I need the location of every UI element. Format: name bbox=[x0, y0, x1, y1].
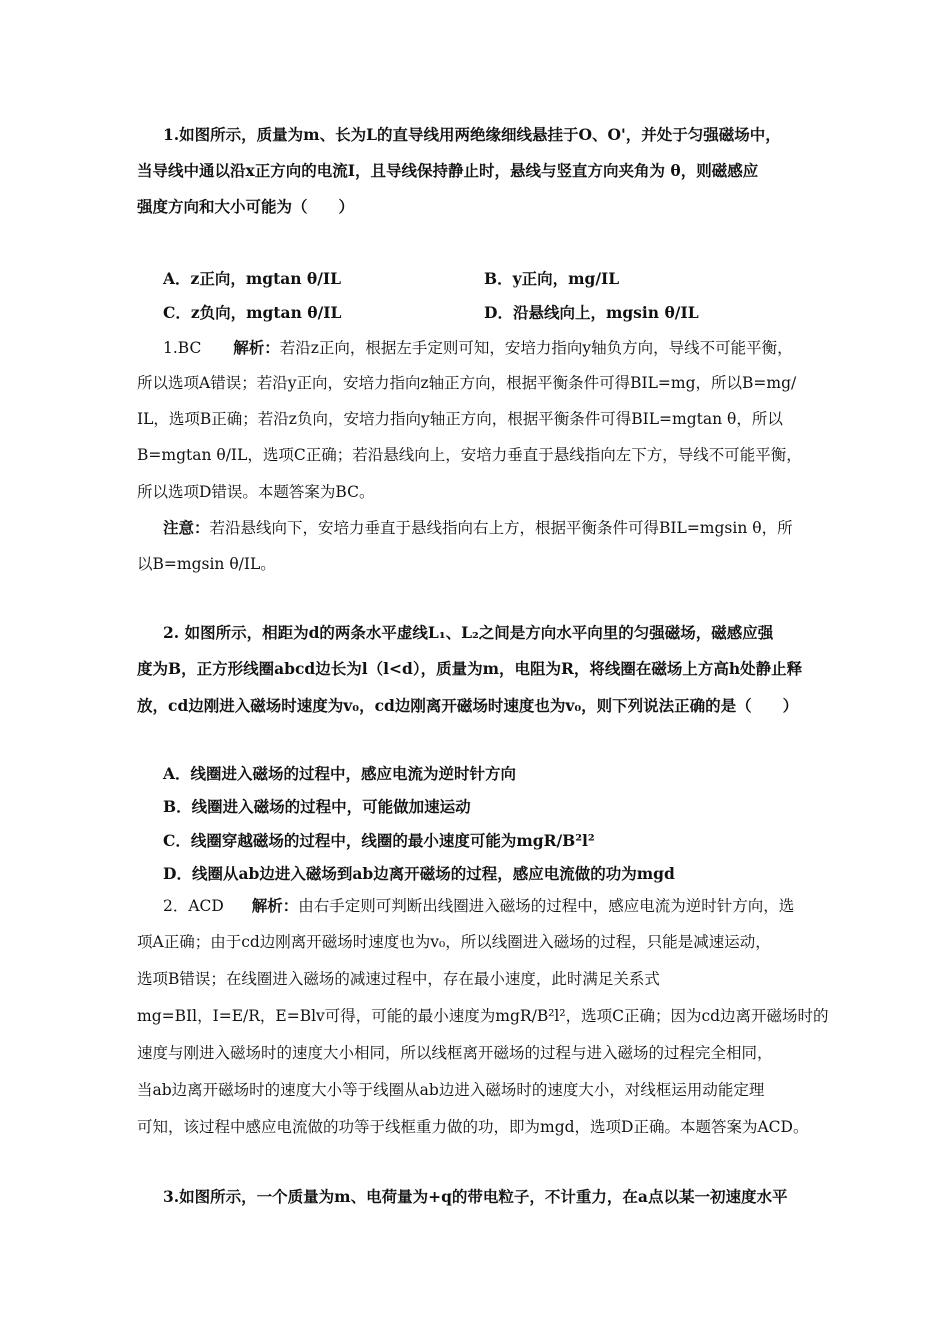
q1-stem-line-2: 当导线中通以沿x正方向的电流I，且导线保持静止时，悬线与竖直方向夹角为 θ，则磁感应 bbox=[137, 161, 759, 180]
q2-answer-row bbox=[163, 895, 794, 917]
q2-stem-line-3: 放，cd边刚进入磁场时速度为v₀，cd边刚离开磁场时速度也为v₀，则下列说法正确的是（ ） bbox=[137, 696, 799, 715]
q2-analysis-line-6: 当ab边离开磁场时的速度大小等于线圈从ab边进入磁场时的速度大小，对线框运用动能定理 bbox=[137, 1081, 765, 1099]
q1-note-line-2: 以B=mgsin θ/IL。 bbox=[137, 555, 276, 573]
q1-answer-row bbox=[163, 337, 793, 359]
q1-analysis-line-2: 所以选项A错误；若沿y正向，安培力指向z轴正方向，根据平衡条件可得BIL=mg，所以B=mg/ bbox=[137, 374, 797, 392]
q2-analysis-line-4: mg=BIl，I=E/R，E=Blv可得，可能的最小速度为mgR/B²l²，选项C正确；因为cd边离开磁场时的 bbox=[137, 1007, 829, 1025]
q2-option-d: D．线圈从ab边进入磁场到ab边离开磁场的过程，感应电流做的功为mgd bbox=[163, 864, 675, 883]
q2-option-a: A．线圈进入磁场的过程中，感应电流为逆时针方向 bbox=[163, 764, 517, 783]
q2-analysis-line-7: 可知，该过程中感应电流做的功等于线框重力做的功，即为mgd，选项D正确。本题答案为ACD。 bbox=[137, 1118, 809, 1136]
q1-analysis-line-5: 所以选项D错误。本题答案为BC。 bbox=[137, 483, 375, 501]
q1-option-a: A．z正向，mgtan θ/IL bbox=[163, 269, 342, 288]
q1-note-line-1: 若沿悬线向下，安培力垂直于悬线指向右上方，根据平衡条件可得BIL=mgsin θ，所 bbox=[209, 519, 793, 537]
q2-option-c: C．线圈穿越磁场的过程中，线圈的最小速度可能为mgR/B²l² bbox=[163, 831, 595, 850]
q1-analysis-label: 解析： bbox=[233, 338, 280, 357]
q1-option-b: B．y正向，mg/IL bbox=[484, 269, 620, 288]
q1-analysis-line-1: 若沿z正向，根据左手定则可知，安培力指向y轴负方向，导线不可能平衡， bbox=[279, 339, 793, 357]
q2-analysis-line-2: 项A正确；由于cd边刚离开磁场时速度也为v₀，所以线圈进入磁场的过程，只能是减速运动， bbox=[137, 933, 771, 951]
q1-note-row bbox=[163, 517, 793, 539]
q1-answer-label: 1.BC bbox=[163, 339, 202, 357]
q2-stem-line-2: 度为B，正方形线圈abcd边长为l（l<d），质量为m，电阻为R，将线圈在磁场上方高h处静止释 bbox=[137, 659, 803, 678]
q1-note-label: 注意： bbox=[163, 518, 210, 537]
q1-option-d: D．沿悬线向上，mgsin θ/IL bbox=[484, 303, 699, 322]
q1-stem-line-1: 1.如图所示，质量为m、长为L的直导线用两绝缘细线悬挂于O、O'，并处于匀强磁场中， bbox=[163, 125, 781, 144]
q2-analysis-line-3: 选项B错误；在线圈进入磁场的减速过程中，存在最小速度，此时满足关系式 bbox=[137, 970, 660, 988]
q2-answer-label: 2．ACD bbox=[163, 897, 224, 915]
q2-analysis-line-5: 速度与刚进入磁场时的速度大小相同，所以线框离开磁场的过程与进入磁场的过程完全相同， bbox=[137, 1044, 773, 1062]
q2-option-b: B．线圈进入磁场的过程中，可能做加速运动 bbox=[163, 797, 471, 816]
q2-analysis-line-1: 由右手定则可判断出线圈进入磁场的过程中，感应电流为逆时针方向，选 bbox=[298, 897, 795, 915]
q1-analysis-line-4: B=mgtan θ/IL，选项C正确；若沿悬线向上，安培力垂直于悬线指向左下方，导线不可能平衡， bbox=[137, 446, 802, 464]
q2-analysis-label: 解析： bbox=[251, 896, 299, 915]
q1-stem-line-3: 强度方向和大小可能为（ ） bbox=[137, 197, 355, 216]
q2-stem-line-1: 2. 如图所示，相距为d的两条水平虚线L₁、L₂之间是方向水平向里的匀强磁场，磁感应强 bbox=[163, 623, 774, 642]
q1-analysis-line-3: IL，选项B正确；若沿z负向，安培力指向y轴正方向，根据平衡条件可得BIL=mgtan θ，所以 bbox=[137, 410, 783, 428]
q3-stem-line-1: 3.如图所示，一个质量为m、电荷量为+q的带电粒子，不计重力，在a点以某一初速度水平 bbox=[163, 1187, 788, 1206]
q1-option-c: C．z负向，mgtan θ/IL bbox=[163, 303, 342, 322]
